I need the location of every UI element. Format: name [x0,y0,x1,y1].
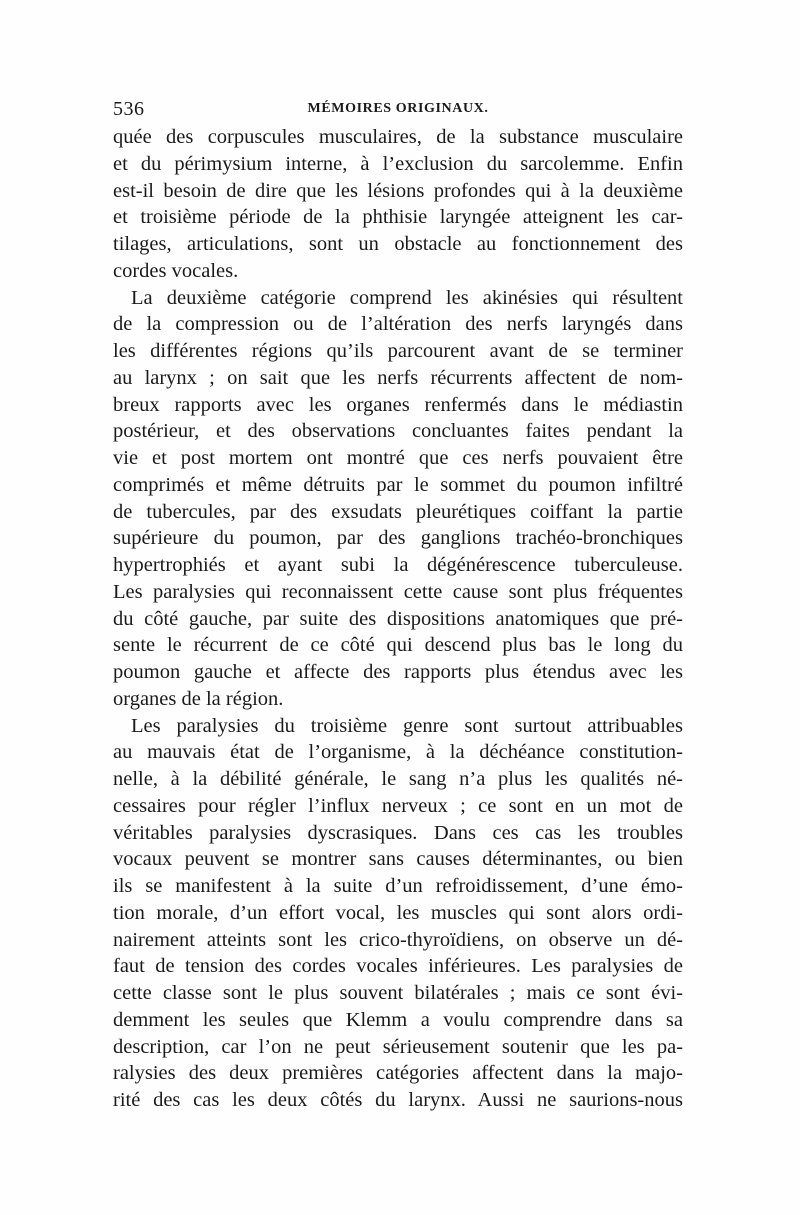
text-line: les différentes régions qu’ils parcourent avant de se terminer [113,340,683,362]
text-line: de tubercules, par des exsudats pleurétiques coiffant la partie [113,500,683,523]
text-line: poumon gauche et affecte des rapports plus étendus avec les [113,661,683,683]
text-line: demment les seules que Klemm a voulu comprendre dans sa [113,1008,683,1031]
text-line: La deuxième catégorie comprend les akinésies qui résultent [131,286,683,309]
paragraph [113,285,683,713]
text-line: Les paralysies qui reconnaissent cette cause sont plus fréquentes [113,580,683,603]
text-line: quée des corpuscules musculaires, de la substance musculaire [113,126,683,148]
text-line: postérieur, et des observations concluantes faites pendant la [113,420,683,443]
text-line: cordes vocales. [113,259,239,282]
text-line: description, car l’on ne peut sérieusement soutenir que les pa- [113,1035,683,1058]
text-line: Les paralysies du troisième genre sont surtout attribuables [131,714,683,737]
text-line: cessaires pour régler l’influx nerveux ; ce sont en un mot de [113,794,683,817]
paragraph [113,713,683,1114]
text-line: au mauvais état de l’organisme, à la déchéance constitution- [113,741,683,764]
text-line: de la compression ou de l’altération des nerfs laryngés dans [113,313,683,336]
text-line: vie et post mortem ont montré que ces nerfs pouvaient être [113,447,683,469]
text-line: tion morale, d’un effort vocal, les muscles qui sont alors ordi- [113,901,683,924]
text-line: cette classe sont le plus souvent bilatérales ; mais ce sont évi- [113,982,683,1004]
text-line: véritables paralysies dyscrasiques. Dans ces cas les troubles [113,821,683,844]
text-line: au larynx ; on sait que les nerfs récurrents affectent de nom- [113,366,683,389]
text-line: nelle, à la débilité générale, le sang n’a plus les qualités né- [113,768,683,790]
text-line: et troisième période de la phthisie laryngée atteignent les car- [113,206,683,229]
text-line: et du périmysium interne, à l’exclusion du sarcolemme. Enfin [113,152,683,175]
text-line: comprimés et même détruits par le sommet du poumon infiltré [113,473,683,496]
body-text [113,124,683,1114]
text-line: hypertrophiés et ayant subi la dégénérescence tuberculeuse. [113,554,683,576]
text-line: supérieure du poumon, par des ganglions trachéo-bronchiques [113,527,683,550]
text-line: est-il besoin de dire que les lésions profondes qui à la deuxième [113,179,683,202]
text-line: rité des cas les deux côtés du larynx. Aussi ne saurions-nous [113,1089,683,1111]
text-line: ralysies des deux premières catégories affectent dans la majo- [113,1062,683,1085]
text-line: sente le récurrent de ce côté qui descend plus bas le long du [113,634,683,657]
text-line: nairement atteints sont les crico-thyroïdiens, on observe un dé- [113,928,683,951]
text-line: faut de tension des cordes vocales inférieures. Les paralysies de [113,955,683,978]
page-header [113,96,683,122]
text-line: vocaux peuvent se montrer sans causes déterminantes, ou bien [113,848,683,871]
text-line: tilages, articulations, sont un obstacle au fonctionnement des [113,233,683,255]
text-line: organes de la région. [113,687,284,710]
text-line: ils se manifestent à la suite d’un refroidissement, d’une émo- [113,875,683,897]
text-line: du côté gauche, par suite des dispositions anatomiques que pré- [113,607,683,630]
text-line: breux rapports avec les organes renfermés dans le médiastin [113,393,683,416]
running-head: MÉMOIRES ORIGINAUX. [307,101,489,116]
page-number: 536 [113,98,145,120]
paragraph [113,124,683,285]
